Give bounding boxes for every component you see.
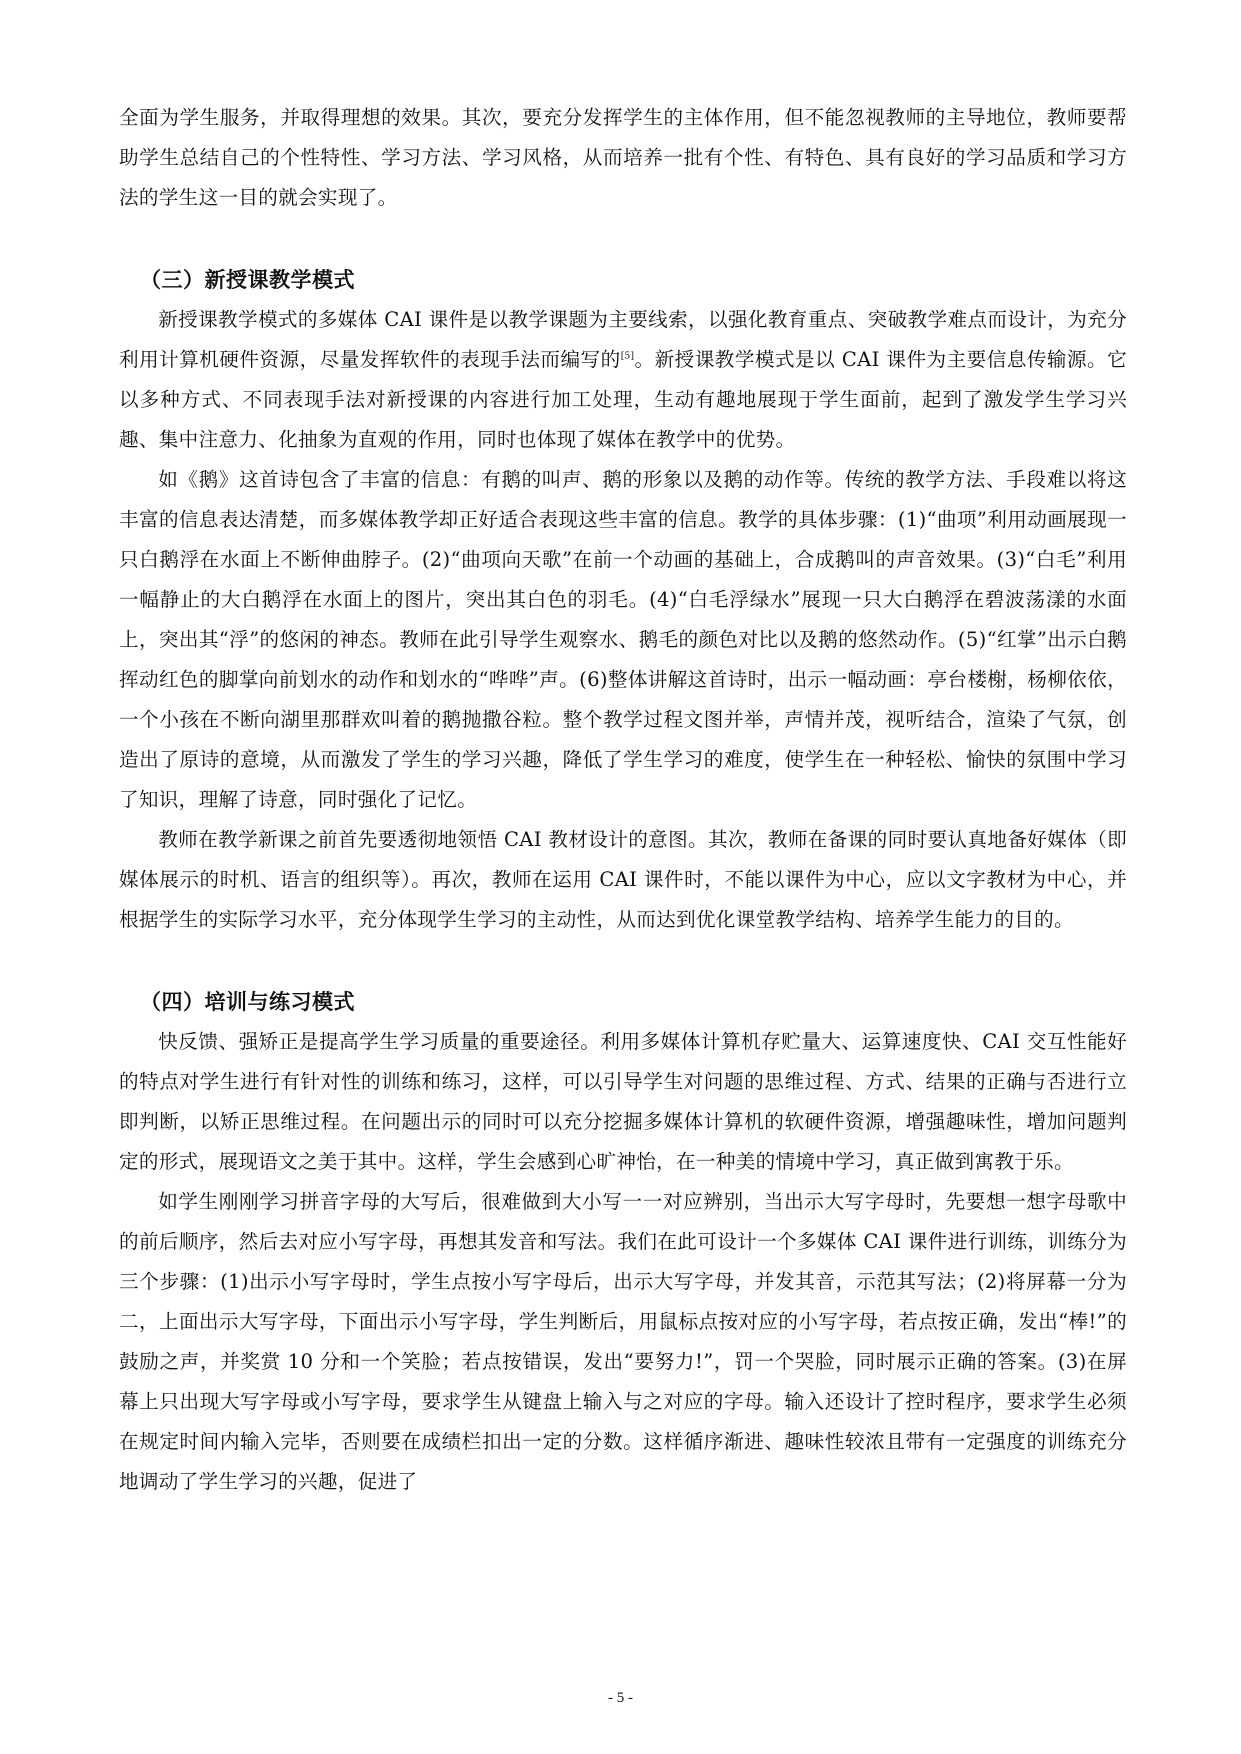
section-spacer [119,218,1127,260]
section4-paragraph-1: 快反馈、强矫正是提高学生学习质量的重要途径。利用多媒体计算机存贮量大、运算速度快、CAI 交互性能好的特点对学生进行有针对性的训练和练习，这样，可以引导学生对问题的思维过程、方式、结果的正确与否进行立即判断，以矫正思维过程。在问题出示的同时可以充分挖掘多媒体计算机的软硬件资源，增强趣味性，增加问题判定的形式，展现语文之美于其中。这样，学生会感到心旷神怡，在一种美的情境中学习，真正做到寓教于乐。 [119,1030,1127,1173]
section-heading-3: （三）新授课教学模式 [140,268,355,292]
section-spacer [119,940,1127,982]
citation-ref: [5] [620,351,635,362]
page-number: - 5 - [608,1690,633,1706]
section-heading-4: （四）培训与练习模式 [140,990,355,1014]
section3-paragraph-2: 如《鹅》这首诗包含了丰富的信息：有鹅的叫声、鹅的形象以及鹅的动作等。传统的教学方法、手段难以将这丰富的信息表达清楚，而多媒体教学却正好适合表现这些丰富的信息。教学的具体步骤：(1)“曲项”利用动画展现一只白鹅浮在水面上不断伸曲脖子。(2)“曲项向天歌”在前一个动画的基础上，合成鹅叫的声音效果。(3)“白毛”利用一幅静止的大白鹅浮在水面上的图片，突出其白色的羽毛。(4)“白毛浮绿水”展现一只大白鹅浮在碧波荡漾的水面上，突出其“浮”的悠闲的神态。教师在此引导学生观察水、鹅毛的颜色对比以及鹅的悠然动作。(5)“红掌”出示白鹅挥动红色的脚掌向前划水的动作和划水的“哗哗”声。(6)整体讲解这首诗时，出示一幅动画：亭台楼榭，杨柳依依，一个小孩在不断向湖里那群欢叫着的鹅抛撒谷粒。整个教学过程文图并举，声情并茂，视听结合，渲染了气氛，创造出了原诗的意境，从而激发了学生的学习兴趣，降低了学生学习的难度，使学生在一种轻松、愉快的氛围中学习了知识，理解了诗意，同时强化了记忆。 [119,468,1127,811]
section3-paragraph-3: 教师在教学新课之前首先要透彻地领悟 CAI 教材设计的意图。其次，教师在备课的同时要认真地备好媒体（即媒体展示的时机、语言的组织等）。再次，教师在运用 CAI 课件时，不能以课件为中心，应以文字教材为中心，并根据学生的实际学习水平，充分体现学生学习的主动性，从而达到优化课堂教学结构、培养学生能力的目的。 [119,828,1127,931]
text-column [119,98,1127,1502]
section4-paragraph-2: 如学生刚刚学习拼音字母的大写后，很难做到大小写一一对应辨别，当出示大写字母时，先要想一想字母歌中的前后顺序，然后去对应小写字母，再想其发音和写法。我们在此可设计一个多媒体 CAI 课件进行训练，训练分为三个步骤：(1)出示小写字母时，学生点按小写字母后，出示大写字母，并发其音，示范其写法；(2)将屏幕一分为二，上面出示大写字母，下面出示小写字母，学生判断后，用鼠标点按对应的小写字母，若点按正确，发出“棒!”的鼓励之声，并奖赏 10 分和一个笑脸；若点按错误，发出“要努力!”，罚一个哭脸，同时展示正确的答案。(3)在屏幕上只出现大写字母或小写字母，要求学生从键盘上输入与之对应的字母。输入还设计了控时程序，要求学生必须在规定时间内输入完毕，否则要在成绩栏扣出一定的分数。这样循序渐进、趣味性较浓且带有一定强度的训练充分地调动了学生学习的兴趣，促进了 [119,1190,1127,1493]
section3-p1-text-b: 。新授课教学模式是以 CAI 课件为主要信息传输源。它以多种方式、不同表现手法对新授课的内容进行加工处理，生动有趣地展现于学生面前，起到了激发学生学习兴趣、集中注意力、化抽象为直观的作用，同时也体现了媒体在教学中的优势。 [119,348,1128,451]
section3-p1-text-a: 新授课教学模式的多媒体 CAI 课件是以教学课题为主要线索，以强化教育重点、突破教学难点而设计，为充分利用计算机硬件资源，尽量发挥软件的表现手法而编写的 [119,308,1127,371]
continuation-paragraph: 全面为学生服务，并取得理想的效果。其次，要充分发挥学生的主体作用，但不能忽视教师的主导地位，教师要帮助学生总结自己的个性特性、学习方法、学习风格，从而培养一批有个性、有特色、具有良好的学习品质和学习方法的学生这一目的就会实现了。 [119,106,1127,209]
section3-paragraph-1 [119,300,1127,460]
